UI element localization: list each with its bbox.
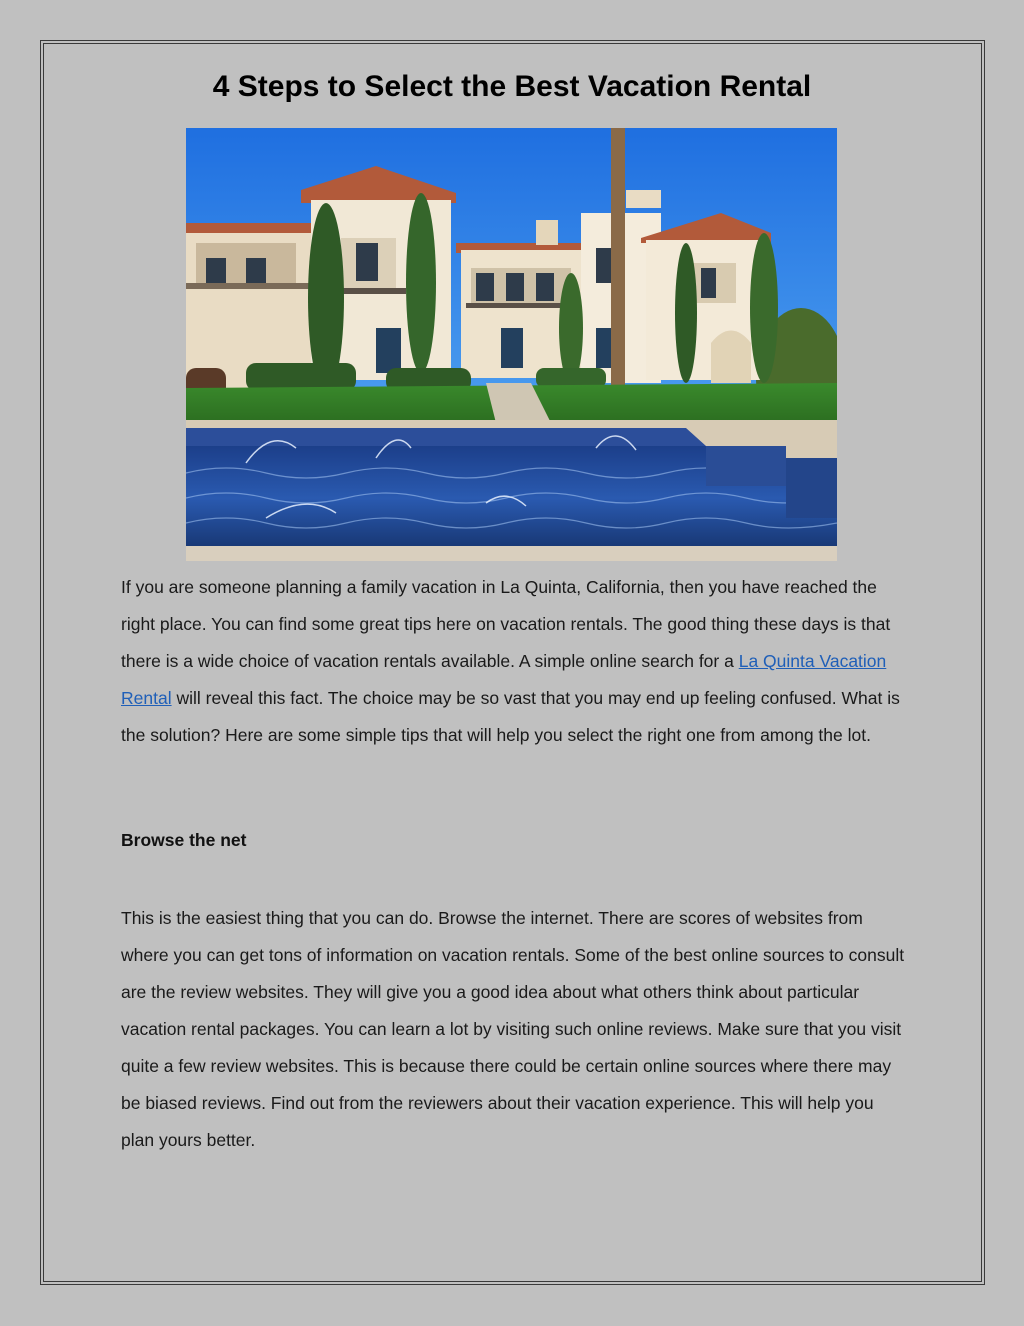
intro-text-after-link: will reveal this fact. The choice may be so vast that you may end up feeling confused. What is the solution? Here are some simple tips that will help you select the right one from among the lot. bbox=[121, 688, 900, 745]
hero-image-villa-pool bbox=[186, 128, 837, 561]
intro-text-before-link: If you are someone planning a family vacation in La Quinta, California, then you have reached the right place. You can find some great tips here on vacation rentals. The good thing these days is that there is a wide choice of vacation rentals available. A simple online search for a bbox=[121, 577, 891, 671]
browse-paragraph: This is the easiest thing that you can do. Browse the internet. There are scores of websites from where you can get tons of information on vacation rentals. Some of the best online sources to consult are the review websites. They will give you a good idea about what others think about particular vacation rental packages. You can learn a lot by visiting such online reviews. Make sure that you visit quite a few review websites. This is because there could be certain online sources where there may be biased reviews. Find out from the reviewers about their vacation experience. This will help you plan yours better. bbox=[121, 908, 905, 1150]
section-heading-browse-the-net: Browse the net bbox=[121, 830, 247, 850]
page-title: 4 Steps to Select the Best Vacation Rental bbox=[212, 70, 812, 103]
intro-paragraph bbox=[121, 569, 911, 754]
la-quinta-vacation-rental-link[interactable]: La Quinta Vacation Rental bbox=[121, 651, 887, 708]
